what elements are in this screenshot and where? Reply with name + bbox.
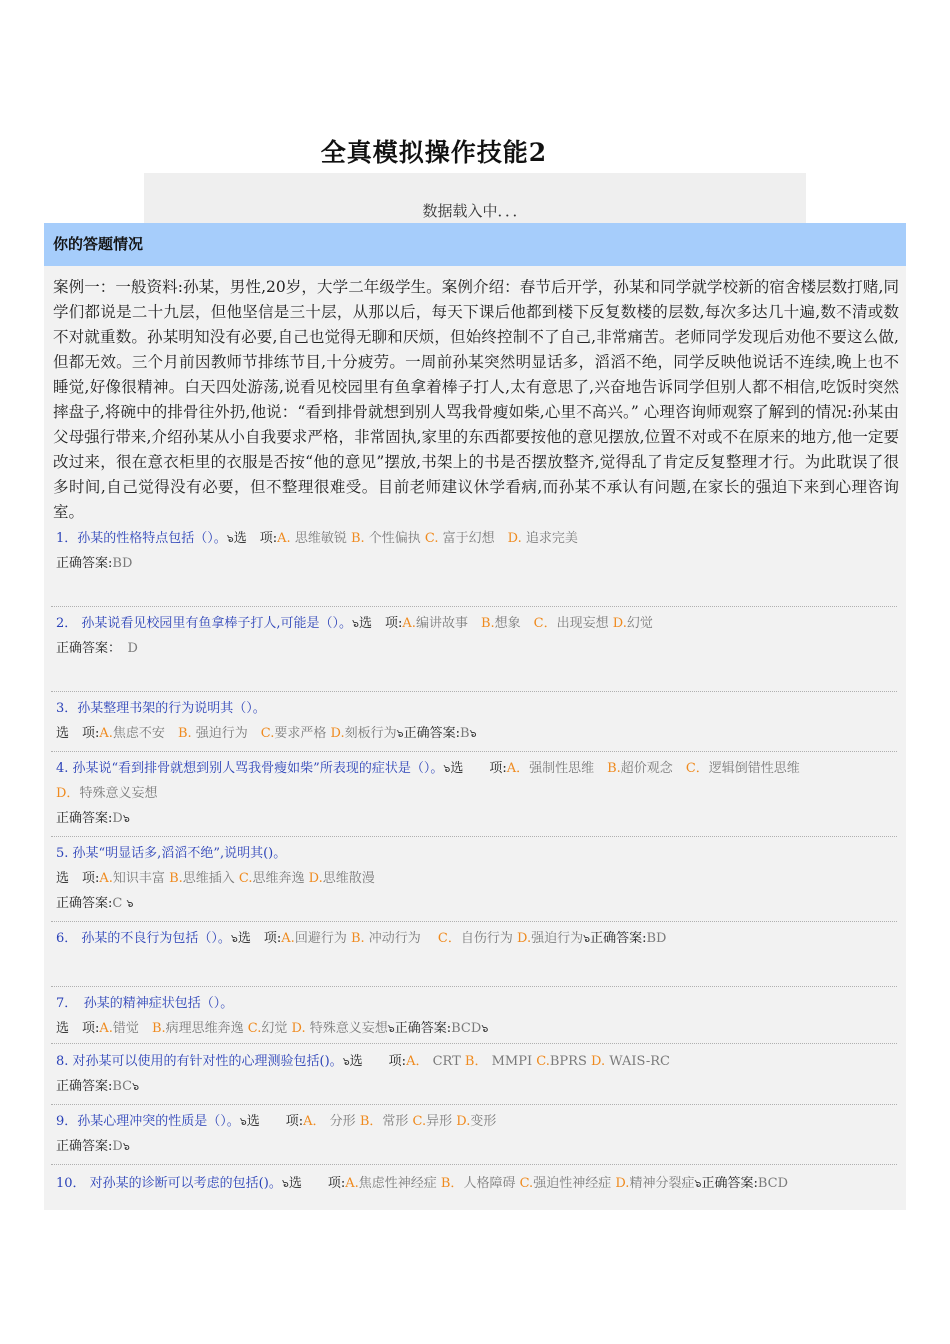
case-description: 案例一：一般资料:孙某，男性,20岁，大学二年级学生。案例介绍：春节后开学，孙某和同学就学校新的宿舍楼层数打赌,同学们都说是二十九层，但他坚信是三十层，从那以后，每天下课后他都到楼下反复数楼的层数,每次多达几十遍,数不清或数不对就重数。孙某明知没有必要,自己也觉得无聊和厌烦，但始终控制不了自己,非常痛苦。老师同学发现后劝他不要这么做,但都无效。三个月前因教师节排练节目,十分疲劳。一周前孙某突然明显话多，滔滔不绝，同学反映他说话不连续,晚上也不睡觉,好像很精神。白天四处游荡,说看见校园里有鱼拿着棒子打人,太有意思了,兴奋地告诉同学但别人都不相信,吃饭时突然摔盘子,将碗中的排骨往外扔,他说：“看到排骨就想到别人骂我骨瘦如柴,心里不高兴。” 心理咨询师观察了解到的情况:孙某由父母强行带来,介绍孙某从小自我要求严格，非常固执,家里的东西都要按他的意见摆放,位置不对或不在原来的地方,他一定要改过来，很在意衣柜里的衣服是否按“他的意见”摆放,书架上的书是否摆放整齐,觉得乱了肯定反复整理才行。为此耽误了很多时间,自己觉得没有必要，但不整理很难受。目前老师建议休学看病,而孙某不承认有问题,在家长的强迫下来到心理咨询室。	[53, 278, 899, 521]
glyph-mark: ๖	[387, 1022, 395, 1035]
question-line	[51, 1016, 897, 1041]
question-line	[51, 636, 897, 661]
question-text: D.	[591, 1054, 606, 1069]
glyph-mark: ๖	[230, 932, 238, 945]
question-text: 强迫性神经症	[533, 1176, 616, 1191]
question-text: 正确答案:	[701, 1176, 758, 1191]
question-text: A．	[506, 761, 530, 776]
question-text: 刻板行为	[344, 726, 397, 741]
question-text: 异形	[426, 1114, 457, 1129]
question-text: 自伤行为	[460, 931, 517, 946]
glyph-mark: ๖	[226, 532, 234, 545]
question-text: C.	[247, 1021, 262, 1036]
question-text: CRT	[428, 1054, 465, 1069]
question-text: 冲动行为	[364, 931, 438, 946]
question-text: C	[112, 896, 127, 911]
glyph-mark: ๖	[396, 727, 404, 740]
question-text: BCD	[451, 1021, 482, 1036]
question-text: A.	[281, 931, 295, 946]
question-text: D.	[507, 531, 522, 546]
glyph-mark: ๖	[583, 932, 591, 945]
question-text: 正确答案:	[590, 931, 647, 946]
question-text: C.	[424, 531, 439, 546]
question-line	[51, 1171, 897, 1196]
question-text: 选 项:	[288, 1176, 346, 1191]
question-text: 想象	[494, 616, 534, 631]
question-text: A．	[406, 1054, 429, 1069]
question-4	[51, 756, 897, 837]
question-text: 正确答案:	[403, 726, 461, 741]
question-text: D.	[615, 1176, 630, 1191]
question-text: BPRS	[549, 1054, 592, 1069]
question-text: D.	[291, 1021, 306, 1036]
question-text: 思维敏锐	[290, 531, 351, 546]
question-line	[51, 1109, 897, 1134]
question-text: D.	[456, 1114, 471, 1129]
question-text: 9．孙某心理冲突的性质是（）。	[56, 1114, 240, 1129]
question-text: 正确答案:	[56, 896, 113, 911]
question-text: 选 项:	[56, 871, 100, 886]
question-text: 精神分裂症	[629, 1176, 695, 1191]
question-line	[51, 551, 897, 576]
question-6	[51, 926, 897, 987]
question-text: B.	[151, 1021, 166, 1036]
question-line	[51, 1049, 897, 1074]
question-text: 逻辑倒错性思维	[708, 761, 800, 776]
question-text: 强迫行为	[531, 931, 584, 946]
question-text: 变形	[470, 1114, 497, 1129]
question-line	[51, 926, 897, 951]
question-line	[51, 891, 897, 916]
question-7	[51, 991, 897, 1044]
question-text: 焦虑不安	[112, 726, 178, 741]
question-text: 正确答案:	[394, 1021, 452, 1036]
answer-panel	[44, 223, 906, 1210]
question-text: B.	[607, 761, 621, 776]
question-text: 正确答案:	[56, 811, 113, 826]
question-text: 特殊意义妄想	[79, 786, 158, 801]
question-line	[51, 721, 897, 746]
question-text: 强迫行为	[191, 726, 261, 741]
question-text: 正确答案:	[56, 1079, 113, 1094]
question-line	[51, 526, 897, 551]
question-text: A.	[277, 531, 291, 546]
question-text: 2． 孙某说看见校园里有鱼拿棒子打人,可能是（）。	[56, 616, 353, 631]
glyph-mark: ๖	[694, 1177, 702, 1190]
question-text: 人格障碍	[463, 1176, 520, 1191]
question-line	[51, 781, 897, 806]
question-text: 强制性思维	[529, 761, 608, 776]
question-text: B.	[350, 931, 365, 946]
question-text: C．	[685, 761, 709, 776]
question-text: 要求严格	[274, 726, 331, 741]
question-text: C.	[412, 1114, 427, 1129]
question-line	[51, 756, 897, 781]
question-text: 错觉	[112, 1021, 152, 1036]
question-line	[51, 696, 897, 721]
question-text: BCD	[757, 1176, 788, 1191]
question-text: D	[112, 811, 123, 826]
question-line	[51, 1134, 897, 1159]
question-text: 选 项:	[349, 1054, 407, 1069]
glyph-mark: ๖	[126, 897, 134, 910]
question-text: 编讲故事	[415, 616, 481, 631]
question-text: C.	[260, 726, 275, 741]
question-text: 选 项:	[56, 1021, 100, 1036]
glyph-mark: ๖	[469, 727, 477, 740]
question-text: WAIS-RC	[605, 1054, 670, 1069]
question-text: D.	[517, 931, 532, 946]
question-8	[51, 1049, 897, 1105]
question-text: B	[460, 726, 470, 741]
question-text: 选 项:	[450, 761, 507, 776]
question-line	[51, 841, 897, 866]
question-text: C.	[238, 871, 253, 886]
question-text: 思维散漫	[322, 871, 375, 886]
glyph-mark: ๖	[281, 1177, 289, 1190]
glyph-mark: ๖	[122, 1140, 130, 1153]
question-text: 病理思维奔逸	[165, 1021, 248, 1036]
question-line	[51, 1074, 897, 1099]
question-text: 个性偏执	[364, 531, 425, 546]
glyph-mark: ๖	[122, 812, 130, 825]
question-text: 富于幻想	[438, 531, 508, 546]
question-text: 7． 孙某的精神症状包括（）。	[56, 996, 234, 1011]
glyph-mark: ๖	[239, 1115, 247, 1128]
question-text: B.	[169, 871, 183, 886]
question-text: 思维插入	[182, 871, 239, 886]
question-text: D	[127, 641, 138, 656]
question-text: A.	[99, 1021, 113, 1036]
question-text: BD	[646, 931, 667, 946]
question-text: 追求完美	[521, 531, 578, 546]
question-text: 幻觉	[261, 1021, 292, 1036]
question-text: 10． 对孙某的诊断可以考虑的包括()。	[56, 1176, 282, 1191]
question-text: D．	[56, 786, 80, 801]
page-title: 全真模拟操作技能2	[320, 138, 548, 167]
question-line	[51, 866, 897, 891]
glyph-mark: ๖	[342, 1055, 350, 1068]
question-text: A.	[99, 871, 113, 886]
question-text: 选 项:	[246, 1114, 304, 1129]
question-text: A．	[303, 1114, 326, 1129]
question-text: 正确答案:	[56, 1139, 113, 1154]
question-text: B．	[440, 1176, 464, 1191]
question-text: 回避行为	[294, 931, 351, 946]
question-text: 1．孙某的性格特点包括（）。	[56, 531, 227, 546]
question-text: D.	[612, 616, 627, 631]
question-text: 选 项:	[237, 931, 282, 946]
question-text: A.	[99, 726, 113, 741]
question-text: 思维奔逸	[252, 871, 309, 886]
question-10	[51, 1171, 897, 1201]
question-text: 出现妄想	[556, 616, 613, 631]
question-5	[51, 841, 897, 922]
question-line	[51, 611, 897, 636]
question-text: 特殊意义妄想	[305, 1021, 388, 1036]
question-text: A.	[402, 616, 416, 631]
question-9	[51, 1109, 897, 1165]
question-text: 分形	[325, 1114, 360, 1129]
question-text: D.	[330, 726, 345, 741]
question-text: 幻觉	[626, 616, 653, 631]
question-text: 常形	[382, 1114, 413, 1129]
question-text: 超价观念	[620, 761, 686, 776]
question-text: 正确答案:	[56, 556, 113, 571]
question-text: 焦虑性神经症	[358, 1176, 441, 1191]
glyph-mark: ๖	[481, 1022, 489, 1035]
panel-header: 你的答题情况	[44, 223, 906, 266]
question-text: C.	[519, 1176, 534, 1191]
glyph-mark: ๖	[443, 762, 451, 775]
question-text: 选 项:	[56, 726, 100, 741]
question-text: 选 项:	[233, 531, 278, 546]
question-text: 选 项:	[359, 616, 403, 631]
question-1	[51, 526, 897, 607]
question-text: B.	[177, 726, 192, 741]
question-text: B.	[480, 616, 495, 631]
question-text: C．	[533, 616, 557, 631]
question-text: 4. 孙某说“看到排骨就想到别人骂我骨瘦如柴”所表现的症状是（）。	[56, 761, 444, 776]
question-3	[51, 696, 897, 752]
question-text: C．	[437, 931, 461, 946]
question-text: D.	[308, 871, 323, 886]
question-text: BD	[112, 556, 133, 571]
question-text: B．	[359, 1114, 383, 1129]
question-text: A.	[345, 1176, 359, 1191]
question-text: B.	[350, 531, 365, 546]
question-2	[51, 611, 897, 692]
loading-banner: 数据载入中．．．	[144, 173, 806, 223]
question-text: D	[112, 1139, 123, 1154]
question-text: 正确答案：	[56, 641, 128, 656]
question-text: C.	[536, 1054, 550, 1069]
question-line	[51, 806, 897, 831]
question-line	[51, 991, 897, 1016]
glyph-mark: ๖	[132, 1080, 140, 1093]
glyph-mark: ๖	[352, 617, 360, 630]
question-text: MMPI	[487, 1054, 537, 1069]
question-text: 8. 对孙某可以使用的有针对性的心理测验包括()。	[56, 1054, 343, 1069]
question-text: BC	[112, 1079, 133, 1094]
question-text: 6． 孙某的不良行为包括（）。	[56, 931, 231, 946]
question-text: B．	[464, 1054, 488, 1069]
question-text: 5. 孙某“明显话多,滔滔不绝”,说明其()。	[56, 846, 287, 861]
question-text: 知识丰富	[112, 871, 170, 886]
question-text: 3．孙某整理书架的行为说明其（）。	[56, 701, 266, 716]
